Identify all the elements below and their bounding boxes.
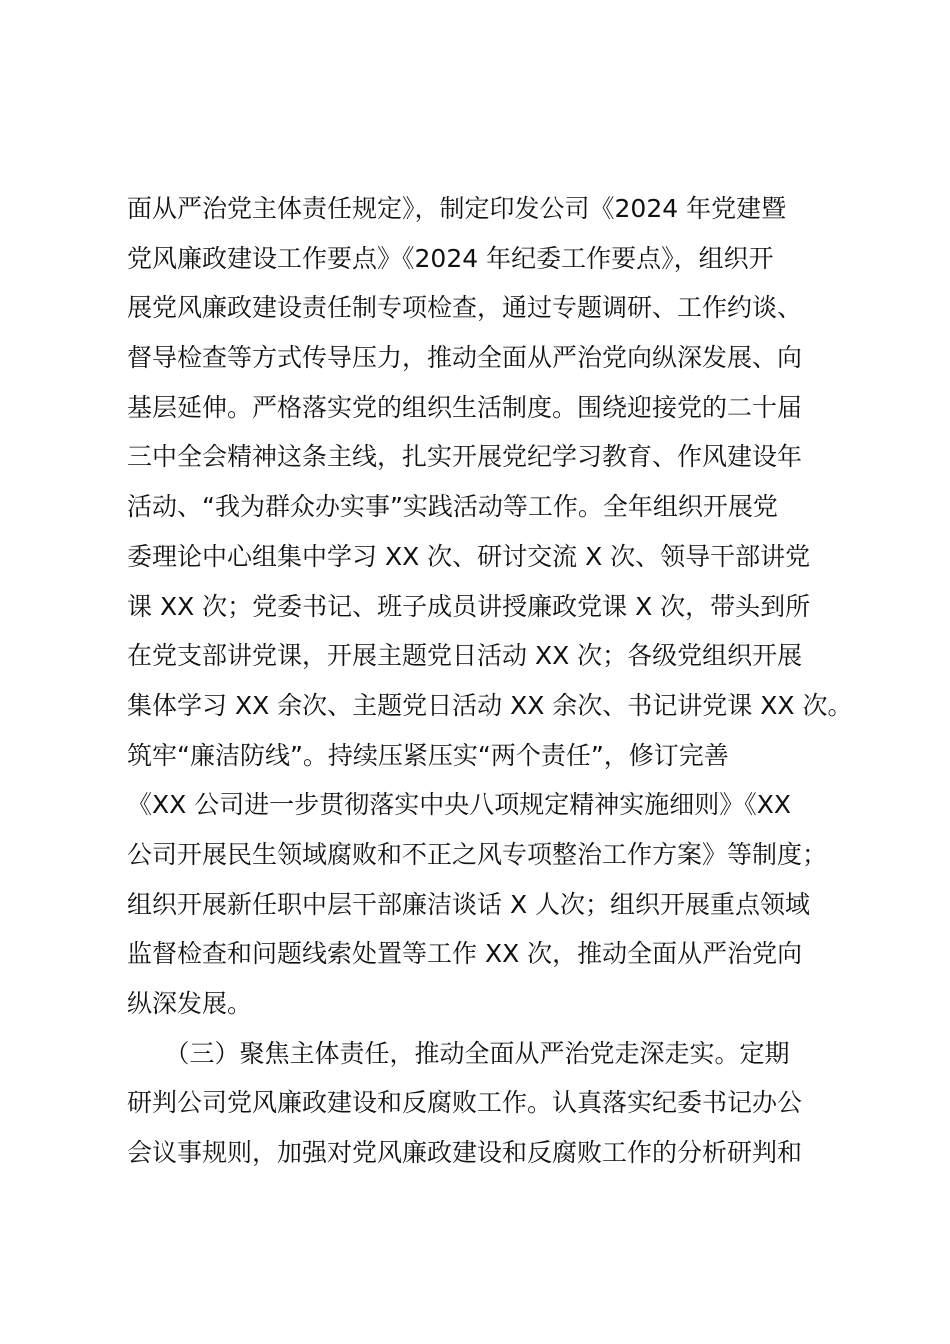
text-line: 《XX 公司进一步贯彻落实中央八项规定精神实施细则》《XX xyxy=(127,790,791,820)
body-text xyxy=(127,184,887,1178)
text-line: 纵深发展。 xyxy=(127,989,253,1018)
text-line: 集体学习 XX 余次、主题党日活动 XX 余次、书记讲党课 XX 次。 xyxy=(127,690,853,720)
text-line: 组织开展新任职中层干部廉洁谈话 X 人次；组织开展重点领域 xyxy=(127,889,811,919)
text-line: 筑牢“廉洁防线”。持续压紧压实“两个责任”，修订完善 xyxy=(127,740,729,770)
text-line: 研判公司党风廉政建设和反腐败工作。认真落实纪委书记办公 xyxy=(127,1088,803,1118)
text-line: （三）聚焦主体责任，推动全面从严治党走深走实。定期 xyxy=(127,1038,790,1068)
paragraph-2 xyxy=(127,1029,887,1178)
text-line: 会议事规则，加强对党风廉政建设和反腐败工作的分析研判和 xyxy=(127,1138,803,1168)
text-line: 公司开展民生领域腐败和不正之风专项整治工作方案》等制度； xyxy=(127,839,828,869)
text-line: 基层延伸。严格落实党的组织生活制度。围绕迎接党的二十届 xyxy=(127,392,803,422)
text-line: 在党支部讲党课，开展主题党日活动 XX 次；各级党组织开展 xyxy=(127,641,803,671)
paragraph-1 xyxy=(127,184,887,1029)
text-line: 监督检查和问题线索处置等工作 XX 次，推动全面从严治党向 xyxy=(127,939,803,969)
text-line: 督导检查等方式传导压力，推动全面从严治党向纵深发展、向 xyxy=(127,343,803,373)
text-line: 活动、“我为群众办实事”实践活动等工作。全年组织开展党 xyxy=(127,492,778,522)
text-line: 党风廉政建设工作要点》《2024 年纪委工作要点》，组织开 xyxy=(127,243,774,273)
text-line: 三中全会精神这条主线，扎实开展党纪学习教育、作风建设年 xyxy=(127,442,803,472)
text-line: 课 XX 次；党委书记、班子成员讲授廉政党课 X 次，带头到所 xyxy=(127,591,811,621)
text-line: 面从严治党主体责任规定》，制定印发公司《2024 年党建暨 xyxy=(127,194,787,223)
text-line: 委理论中心组集中学习 XX 次、研讨交流 X 次、领导干部讲党 xyxy=(127,541,811,571)
text-line: 展党风廉政建设责任制专项检查，通过专题调研、工作约谈、 xyxy=(127,293,803,323)
